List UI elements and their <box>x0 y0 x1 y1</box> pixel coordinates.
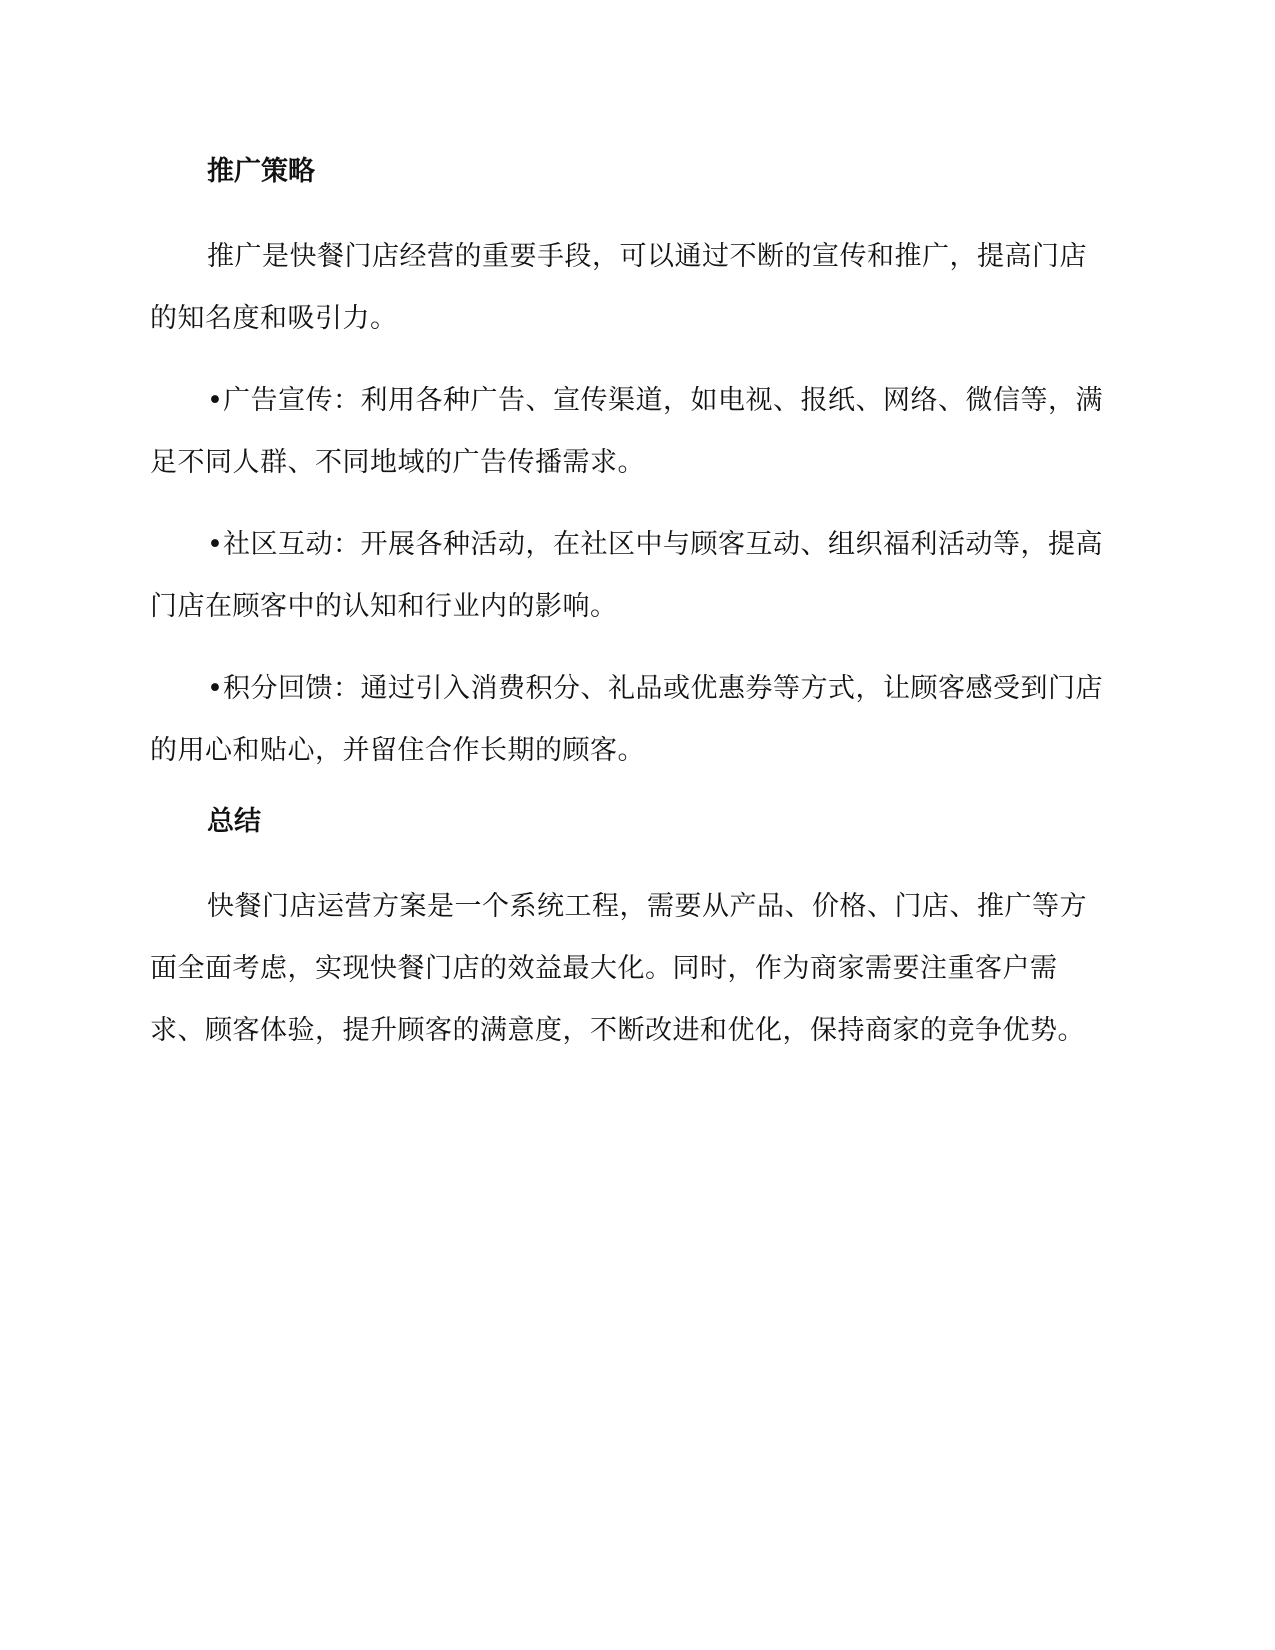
bullet-item-community <box>150 514 1110 638</box>
summary-paragraph: 快餐门店运营方案是一个系统工程，需要从产品、价格、门店、推广等方面全面考虑，实现快餐门店的效益最大化。同时，作为商家需要注重客户需求、顾客体验，提升顾客的满意度，不断改进和优化，保持商家的竞争优势。 <box>150 891 1087 1046</box>
document-body <box>150 140 1110 1082</box>
bullet-marker: • <box>207 529 224 560</box>
bullet-text: 积分回馈：通过引入消费积分、礼品或优惠券等方式，让顾客感受到门店的用心和贴心，并留住合作长期的顾客。 <box>150 673 1103 766</box>
bullet-marker: • <box>207 385 224 416</box>
bullet-text: 广告宣传：利用各种广告、宣传渠道，如电视、报纸、网络、微信等，满足不同人群、不同地域的广告传播需求。 <box>150 385 1103 478</box>
section-heading-promotion: 推广策略 <box>207 156 315 187</box>
bullet-text: 社区互动：开展各种活动，在社区中与顾客互动、组织福利活动等，提高门店在顾客中的认知和行业内的影响。 <box>150 529 1103 622</box>
promotion-intro-paragraph: 推广是快餐门店经营的重要手段，可以通过不断的宣传和推广，提高门店的知名度和吸引力。 <box>150 241 1087 334</box>
bullet-marker: • <box>207 673 224 704</box>
bullet-item-points <box>150 658 1110 782</box>
section-heading-summary: 总结 <box>207 806 261 837</box>
bullet-item-advertising <box>150 370 1110 494</box>
